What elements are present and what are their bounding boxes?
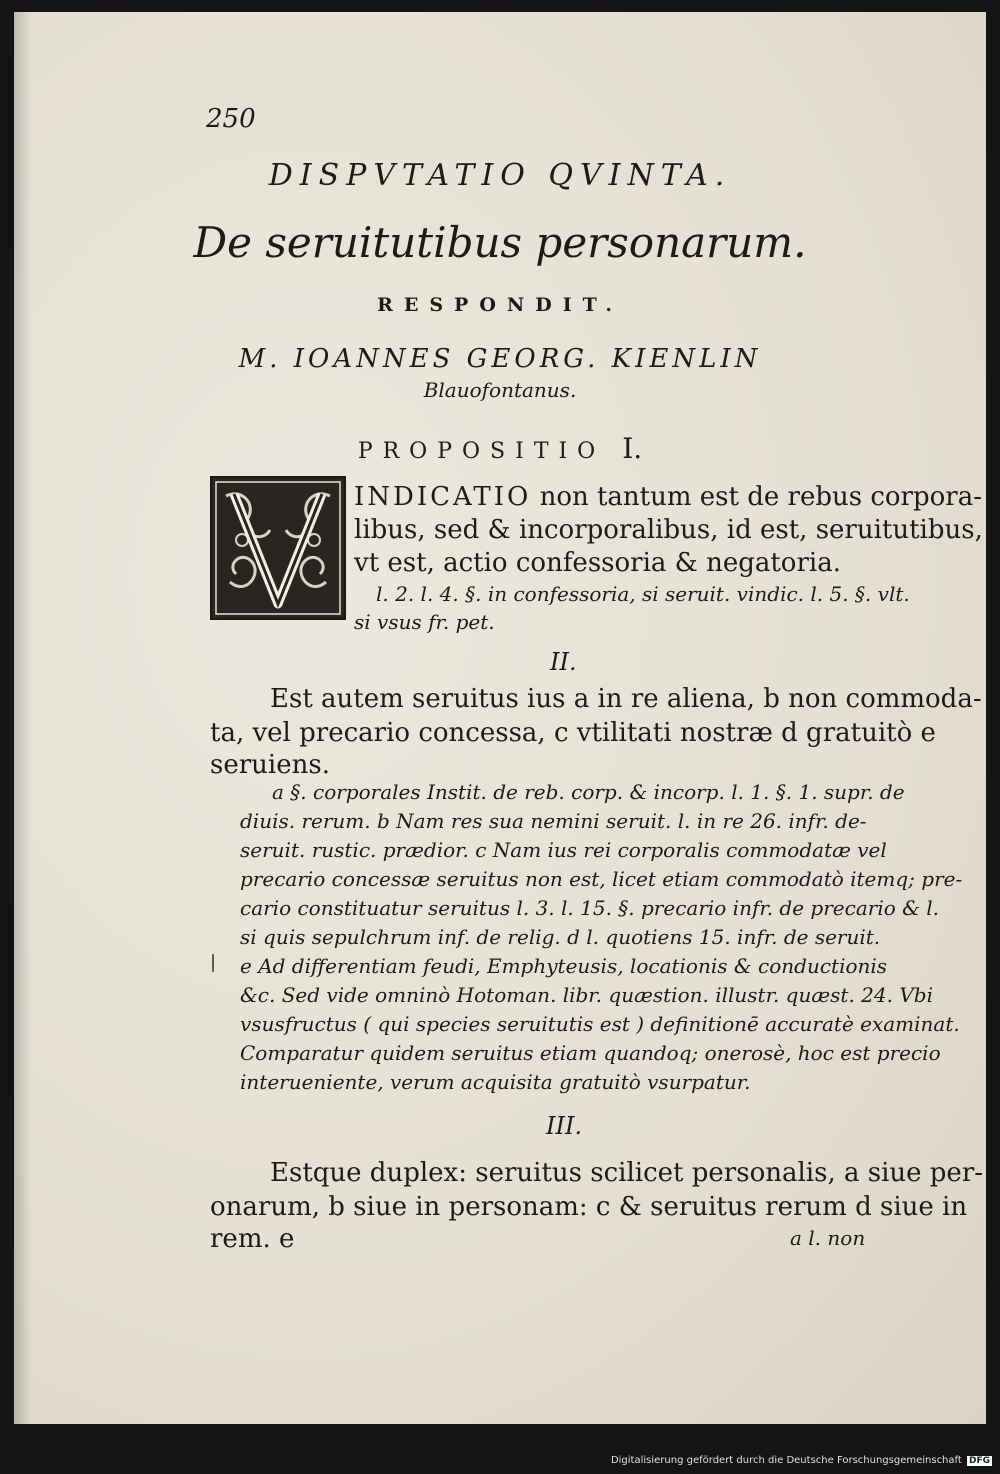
section2-note: si quis sepulchrum inf. de relig. d l. quotiens 15. infr. de seruit. xyxy=(240,925,881,949)
propositio-number: I. xyxy=(622,432,643,465)
book-page xyxy=(14,12,986,1424)
paragraph1-note2: si vsus fr. pet. xyxy=(354,610,495,634)
digitization-credit xyxy=(611,1455,992,1466)
section3-line2: onarum, b siue in personam: c & seruitus rerum d siue in xyxy=(210,1192,968,1222)
respondent-origin: Blauofontanus. xyxy=(423,378,577,402)
section2-note: cario constituatur seruitus l. 3. l. 15. §. precario infr. de precario & l. xyxy=(240,896,940,920)
section2-note: Comparatur quidem seruitus etiam quandoq; onerosè, hoc est precio xyxy=(240,1041,941,1065)
respondit-heading: RESPONDIT. xyxy=(377,294,623,316)
section3-number: III. xyxy=(546,1112,583,1140)
margin-bracket-icon: | xyxy=(210,952,217,973)
section2-line3: seruiens. xyxy=(210,750,330,780)
dfg-logo-icon: DFG xyxy=(968,1456,990,1466)
page-number: 250 xyxy=(206,104,256,134)
section2-line2: ta, vel precario concessa, c vtilitati nostræ d gratuitò e xyxy=(210,718,936,748)
section3-line3: rem. e xyxy=(210,1224,295,1254)
section2-note: precario concessæ seruitus non est, licet etiam commodatò itemq; pre- xyxy=(240,867,963,891)
propositio-heading xyxy=(14,432,986,465)
page-title: De seruitutibus personarum. xyxy=(193,218,807,267)
paragraph1-line2: libus, sed & incorporalibus, id est, seruitutibus, xyxy=(354,515,983,545)
section2-note: a §. corporales Instit. de reb. corp. & incorp. l. 1. §. 1. supr. de xyxy=(272,780,905,804)
credit-text: Digitalisierung gefördert durch die Deutsche Forschungsgemeinschaft xyxy=(610,1455,962,1466)
paragraph1-line3: vt est, actio confessoria & negatoria. xyxy=(354,548,841,578)
section2-note: diuis. rerum. b Nam res sua nemini seruit. l. in re 26. infr. de- xyxy=(240,809,867,833)
section2-note: &c. Sed vide omninò Hotoman. libr. quæstion. illustr. quæst. 24. Vbi xyxy=(240,983,933,1007)
respondent-name: M. IOANNES GEORG. KIENLIN xyxy=(238,344,762,374)
ornament-icon xyxy=(212,478,344,618)
section2-number: II. xyxy=(550,648,577,676)
disputatio-heading: DISPVTATIO QVINTA. xyxy=(268,158,732,193)
section2-note: interueniente, verum acquisita gratuitò vsurpatur. xyxy=(240,1070,751,1094)
section2-note: seruit. rustic. prædior. c Nam ius rei corporalis commodatæ vel xyxy=(240,838,887,862)
paragraph1-line1: INDICATIO non tantum est de rebus corpora- xyxy=(354,482,982,512)
paragraph1-note1: l. 2. l. 4. §. in confessoria, si seruit. vindic. l. 5. §. vlt. xyxy=(376,582,910,606)
section2-note: vsusfructus ( qui species seruitutis est ) definitionē accuratè examinat. xyxy=(240,1012,960,1036)
section2-line1: Est autem seruitus ius a in re aliena, b non commoda- xyxy=(270,684,982,714)
decorated-initial-v-icon xyxy=(210,476,346,620)
catchword: a l. non xyxy=(790,1226,866,1250)
section3-line1: Estque duplex: seruitus scilicet personalis, a siue per- xyxy=(270,1158,984,1188)
section2-note: e Ad differentiam feudi, Emphyteusis, locationis & conductionis xyxy=(240,954,888,978)
propositio-label: PROPOSITIO xyxy=(357,439,606,464)
